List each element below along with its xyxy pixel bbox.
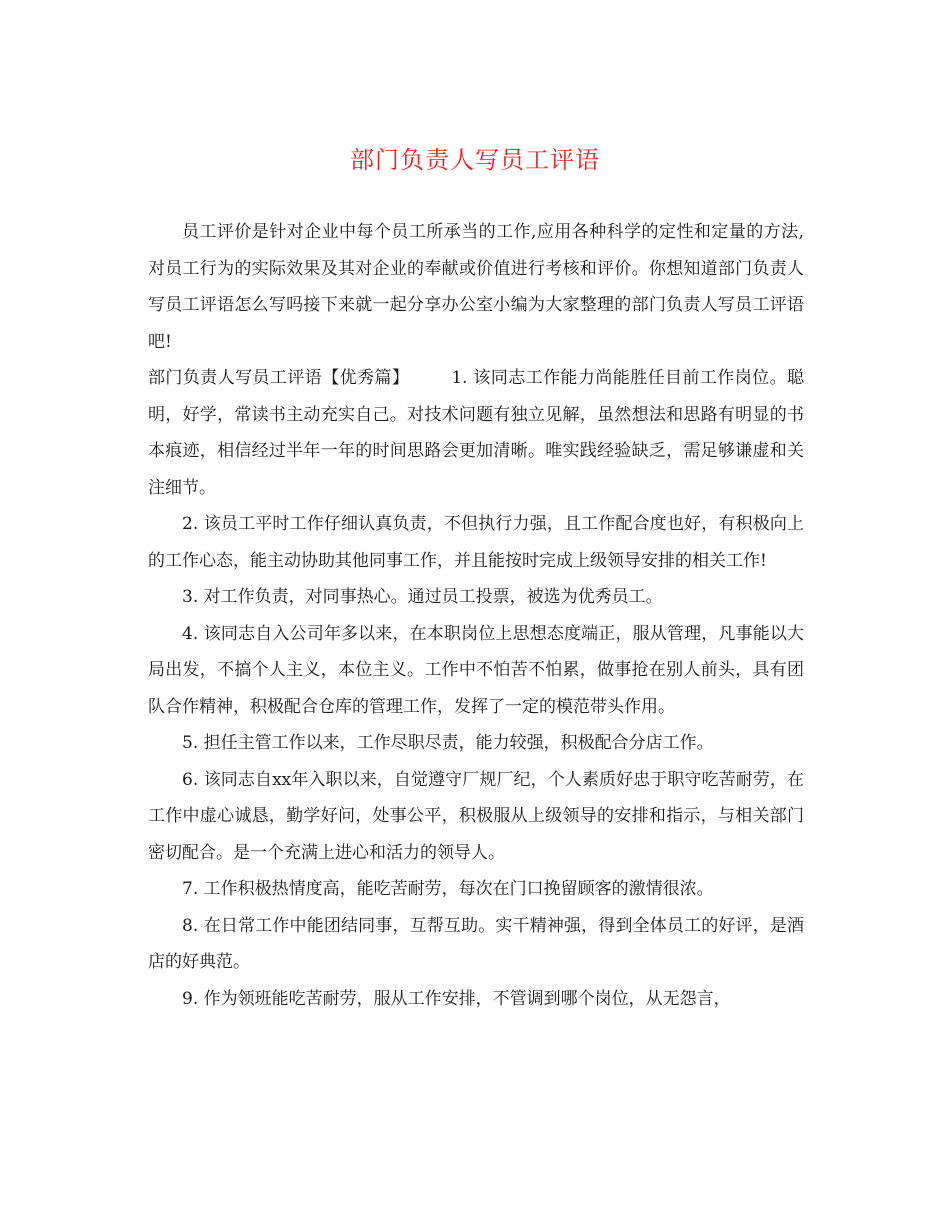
list-item: 2. 该员工平时工作仔细认真负责，不但执行力强，且工作配合度也好，有积极向上的工作心态，能主动协助其他同事工作，并且能按时完成上级领导安排的相关工作! xyxy=(148,514,804,571)
list-item: 3. 对工作负责，对同事热心。通过员工投票，被选为优秀员工。 xyxy=(182,587,663,607)
list-item: 6. 该同志自xx年入职以来，自觉遵守厂规厂纪，个人素质好忠于职守吃苦耐劳，在工作中虚心诚恳，勤学好问，处事公平，积极服从上级领导的安排和指示，与相关部门密切配合。是一个充满上进心和活力的领导人。 xyxy=(148,769,804,863)
list-item: 9. 作为领班能吃苦耐劳，服从工作安排，不管调到哪个岗位，从无怨言， xyxy=(182,988,731,1009)
list-item: 5. 担任主管工作以来，工作尽职尽责，能力较强，积极配合分店工作。 xyxy=(182,733,714,753)
intro-paragraph: 员工评价是针对企业中每个员工所承当的工作,应用各种科学的定性和定量的方法,对员工行为的实际效果及其对企业的奉献或价值进行考核和评价。你想知道部门负责人写员工评语怎么写吗接下来就一起分享办公室小编为大家整理的部门负责人写员工评语吧! xyxy=(148,222,804,352)
list-item: 4. 该同志自入公司年多以来，在本职岗位上思想态度端正，服从管理，凡事能以大局出发，不搞个人主义，本位主义。工作中不怕苦不怕累，做事抢在别人前头，具有团队合作精神，积极配合仓库的管理工作，发挥了一定的模范带头作用。 xyxy=(148,623,804,717)
section-heading: 部门负责人写员工评语【优秀篇】 xyxy=(148,368,410,388)
list-item: 7. 工作积极热情度高，能吃苦耐劳，每次在门口挽留顾客的激情很浓。 xyxy=(182,879,714,899)
section-first-item xyxy=(148,360,804,506)
document-title: 部门负责人写员工评语 xyxy=(350,146,600,174)
document-body xyxy=(148,214,804,1017)
list-item: 1. 该同志工作能力尚能胜任目前工作岗位。聪明，好学，常读书主动充实自己。对技术问题有独立见解，虽然想法和思路有明显的书本痕迹，相信经过半年一年的时间思路会更加清晰。唯实践经验缺乏，需足够谦虚和关注细节。 xyxy=(148,368,804,498)
list-item: 8. 在日常工作中能团结同事，互帮互助。实干精神强，得到全体员工的好评，是酒店的好典范。 xyxy=(148,915,804,972)
